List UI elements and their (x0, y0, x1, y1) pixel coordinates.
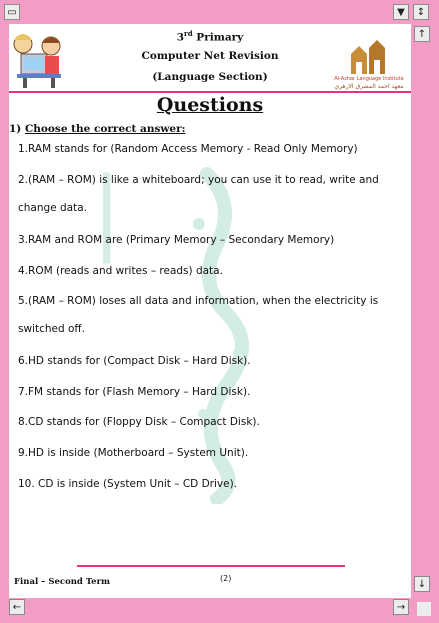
section-header (9, 123, 186, 135)
grade-rest: Primary (192, 31, 244, 44)
question-5-cont: switched off. (18, 323, 85, 335)
grade-number: 3 (176, 31, 185, 44)
footer-term: Final – Second Term (14, 577, 111, 587)
question-10: 10. CD is inside (System Unit – CD Drive). (18, 478, 238, 490)
question-4: 4.ROM (reads and writes – reads) data. (18, 265, 223, 277)
scroll-down-button[interactable] (414, 576, 430, 592)
horizontal-scrollbar[interactable] (9, 598, 411, 614)
arrow-right-icon: → (396, 601, 406, 613)
section-title: Choose the correct answer: (24, 123, 186, 135)
chevron-down-icon: ▼ (397, 6, 405, 18)
minimize-icon[interactable] (4, 4, 20, 20)
doc-title: Computer Net Revision (141, 50, 279, 62)
vertical-scrollbar[interactable] (413, 24, 431, 598)
logo-text-ar: معهد احمد المشرق الازهري (334, 83, 404, 90)
arrow-left-icon: ← (12, 601, 22, 613)
question-5: 5.(RAM – ROM) loses all data and information, when the electricity is (18, 295, 379, 307)
page-number: (2) (220, 574, 232, 583)
dropdown-button[interactable] (393, 4, 409, 20)
arrow-up-icon: ↑ (417, 28, 427, 40)
grade-sup: rd (184, 29, 193, 38)
corner-box (417, 602, 431, 616)
question-2: 2.(RAM – ROM) is like a whiteboard; you can use it to read, write and (18, 174, 379, 186)
scroll-left-button[interactable] (9, 599, 25, 615)
resize-icon: ↕ (416, 6, 426, 18)
document-page (9, 24, 411, 598)
doc-subtitle: (Language Section) (152, 71, 268, 83)
question-8: 8.CD stands for (Floppy Disk – Compact Disk). (18, 416, 260, 428)
question-6: 6.HD stands for (Compact Disk – Hard Disk). (18, 355, 251, 367)
question-7: 7.FM stands for (Flash Memory – Hard Disk). (18, 386, 251, 398)
resize-button[interactable] (413, 4, 429, 20)
questions-heading: Questions (156, 94, 264, 116)
question-3: 3.RAM and ROM are (Primary Memory – Secondary Memory) (18, 234, 335, 246)
section-number: 1) (9, 123, 22, 135)
question-9: 9.HD is inside (Motherboard – System Unit). (18, 447, 249, 459)
scroll-up-button[interactable] (414, 26, 430, 42)
minimize-glyph: ▭ (7, 6, 17, 18)
question-2-cont: change data. (18, 202, 87, 214)
scroll-right-button[interactable] (393, 599, 409, 615)
watermark: ـــــ (89, 174, 159, 262)
header-divider (9, 91, 411, 93)
footer-divider (77, 565, 345, 567)
arrow-down-icon: ↓ (417, 578, 427, 590)
question-1: 1.RAM stands for (Random Access Memory - Read Only Memory) (18, 143, 358, 155)
logo-text-en: Al-Azhar Language Institute (334, 76, 404, 82)
institute-logo-icon (347, 36, 391, 76)
